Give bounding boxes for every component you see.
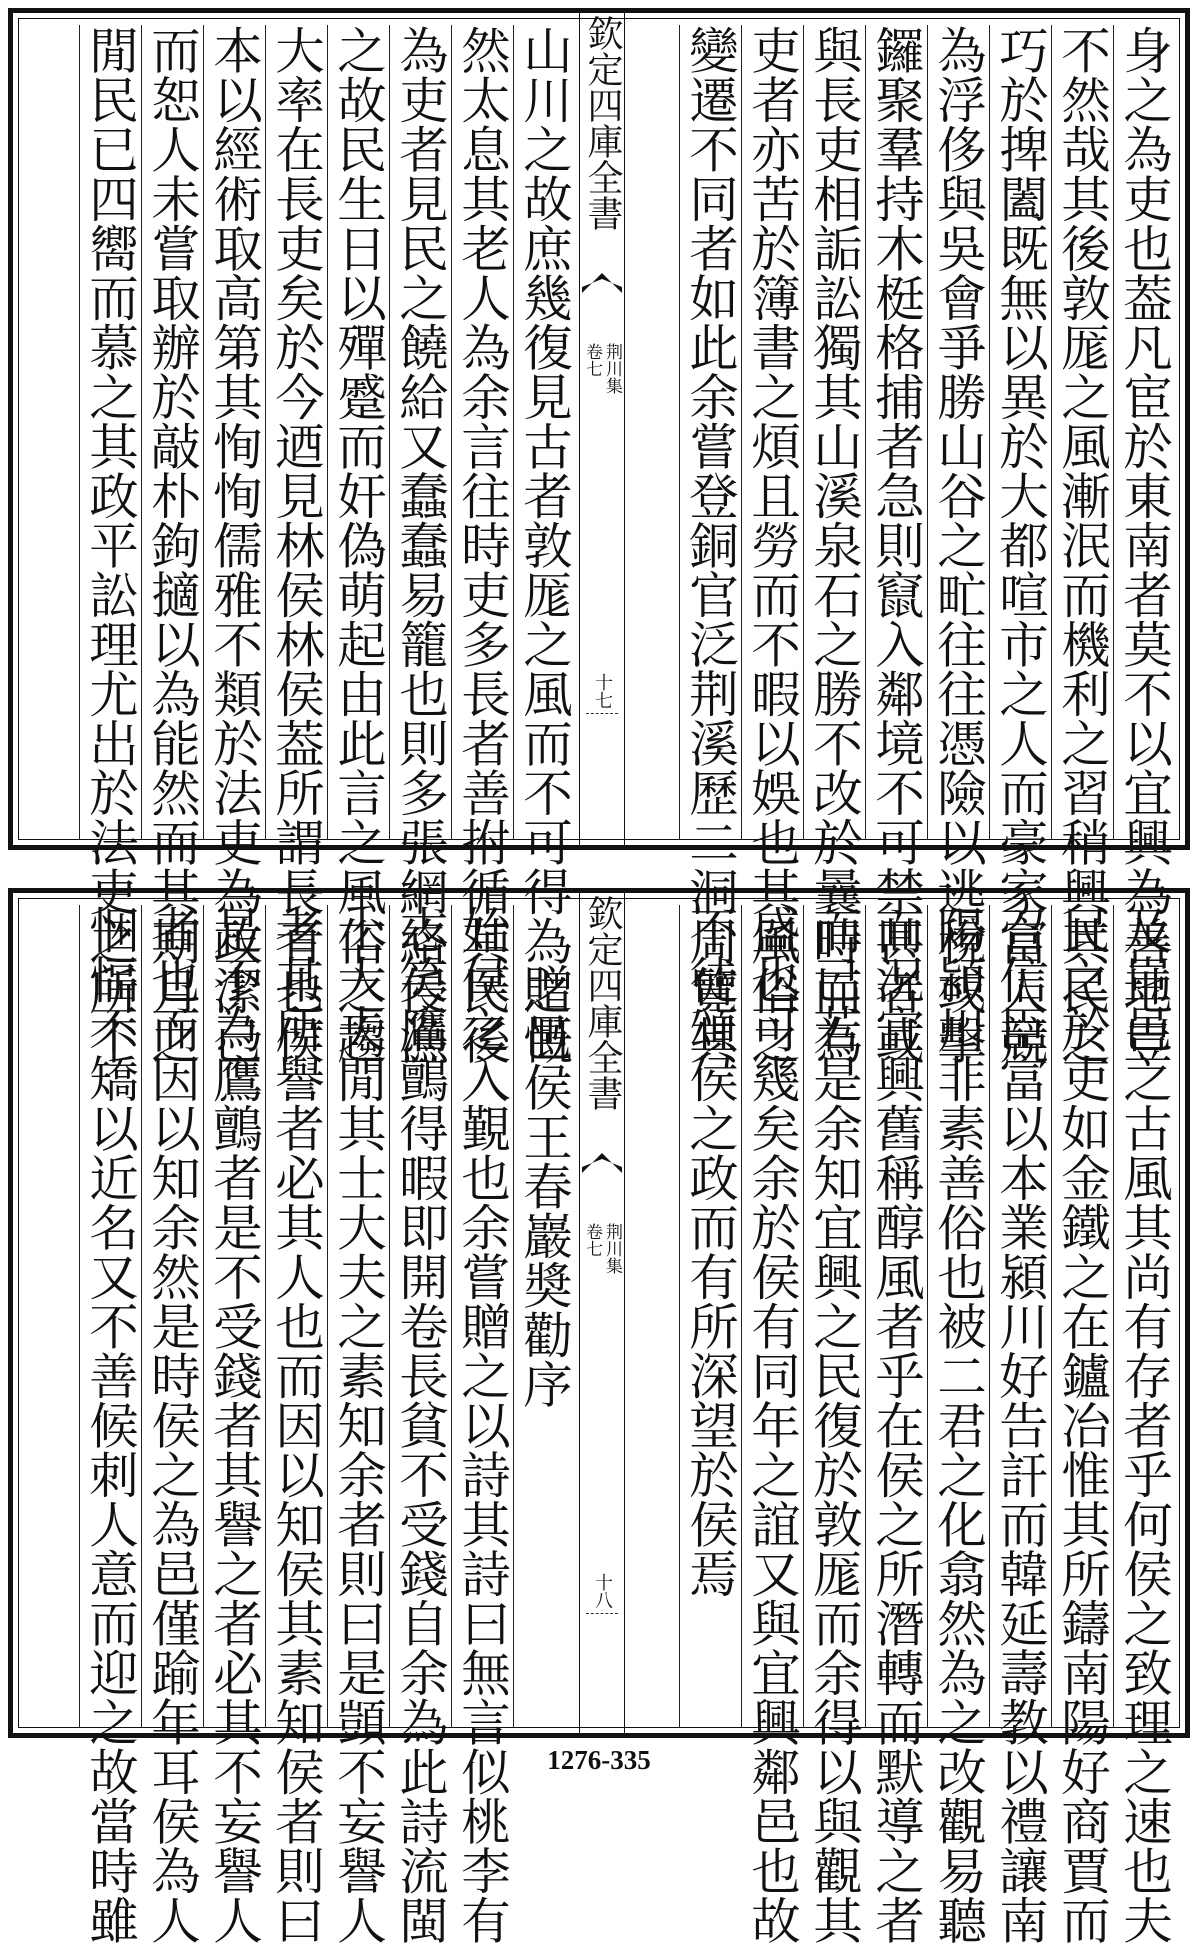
volume-label	[582, 1223, 622, 1353]
top-page	[8, 8, 1190, 1065]
text-column: 之故民生日以殫蹙而奸偽萌起由此言之風俗之趨	[327, 25, 389, 840]
collection-name: 荆川集	[602, 343, 622, 394]
text-column: 陽潁川非素善俗也被二君之化翕然為之改觀易聽	[927, 905, 989, 1728]
text-column: 盛也可幾矣余於侯有同年之誼又與宜興鄰邑也故	[741, 905, 803, 1728]
library-title: 欽定四庫全書	[582, 895, 623, 1111]
text-column: 巧於捭闔既無以異於大都喧市之人而豪家富人競	[989, 25, 1051, 840]
text-column: 大率在長吏矣於今迺見林侯林侯葢所謂長者也侯	[265, 25, 327, 840]
text-column: 悃愊不矯以近名又不善候刺人意而迎之故當時雖	[79, 905, 141, 1728]
folio-number: 十七	[592, 673, 613, 709]
fish-tail-mark-icon	[582, 1151, 622, 1173]
collection-name: 荆川集	[602, 1223, 622, 1274]
text-column: 而已若是余知宜興之民復於敦厖而余得以與觀其	[803, 905, 865, 1728]
text-column: 不徒頌侯之政而有所深望於侯焉	[679, 905, 741, 1728]
text-column: 士大夫閒其士大夫之素知余者則曰是顗不妄譽人	[327, 905, 389, 1728]
folio-number: 十八	[592, 1573, 613, 1609]
volume-number: 卷七	[582, 343, 602, 377]
text-column: 志笑鷹鸇得暇即開卷長貧不受錢自余為此詩流閩	[389, 905, 451, 1728]
text-column: 然太息其老人為余言往時吏多長者善拊循其民後	[451, 25, 513, 840]
folio-rule	[586, 1613, 618, 1614]
text-column: 而恕人未嘗取辦於敲朴鉤擿以為能然而其期月之	[141, 25, 203, 840]
text-column: 及豈邑之古風其尚有存者乎何侯之致理之速也夫	[1113, 905, 1175, 1728]
text-column: 身之為吏也葢凡宦於東南者莫不以宜興為善地豈	[1113, 25, 1175, 840]
text-column: 始侯之入覲也余嘗贈之以詩其詩曰無言似桃李有	[451, 905, 513, 1728]
text-column: 吏者亦苦於簿書之煩且勞而不暇以娛也其風俗之	[741, 25, 803, 840]
folio-rule	[586, 713, 618, 714]
text-column: 山川之故庶幾復見古者敦厖之風而不可得為之慨	[513, 25, 575, 840]
text-column: 為浮侈與吳會爭勝山谷之甿往往憑險以逃稅或擊	[927, 25, 989, 840]
text-column: 變遷不同者如此余嘗登銅官泛荆溪歷二洞周覽其	[679, 25, 741, 840]
page-number: 1276-335	[547, 1745, 651, 1775]
text-column: 本以經術取高第其恂恂儒雅不類於法吏為政潔已	[203, 25, 265, 840]
volume-number: 卷七	[582, 1223, 602, 1257]
text-column: 召信臣富以本業潁川好告訐而韓延壽教以禮讓南	[989, 905, 1051, 1728]
text-column: 者其所譽者必其人也而因以知侯其素知侯者則曰	[265, 905, 327, 1728]
text-column: 者也而因以知余然是時侯之為邑僅踰年耳侯為人	[141, 905, 203, 1728]
library-title: 欽定四庫全書	[582, 15, 623, 231]
text-column: 為吏者見民之饒給又蠢蠢易籠也則多張網絡侵漁	[389, 25, 451, 840]
text-column: 與長吏相詬訟獨其山溪泉石之勝不改於曩時而為	[803, 25, 865, 840]
text-column: 鑼聚羣持木梃格捕者急則竄入鄰境不可禁甚者或	[865, 25, 927, 840]
fish-tail-mark-icon	[582, 271, 622, 293]
volume-label	[582, 343, 622, 473]
essay-title: 贈邑侯王春巖奬勸序	[513, 905, 575, 1728]
text-column: 閒民已四嚮而慕之其政平訟理尤出於法吏之所不	[79, 25, 141, 840]
text-column: 是不為鷹鸇者是不受錢者其譽之者必其不妄譽人	[203, 905, 265, 1728]
text-column: 而況宜興舊稱醇風者乎在侯之所潛轉而默導之者	[865, 905, 927, 1728]
page-spine	[579, 13, 625, 845]
text-column: 不然哉其後敦厖之風漸泯而機利之習稍興其民之	[1051, 25, 1113, 840]
page-spine	[579, 893, 625, 1733]
text-column: 民之於吏如金鐵之在鑪冶惟其所鑄南陽好商賈而	[1051, 905, 1113, 1728]
